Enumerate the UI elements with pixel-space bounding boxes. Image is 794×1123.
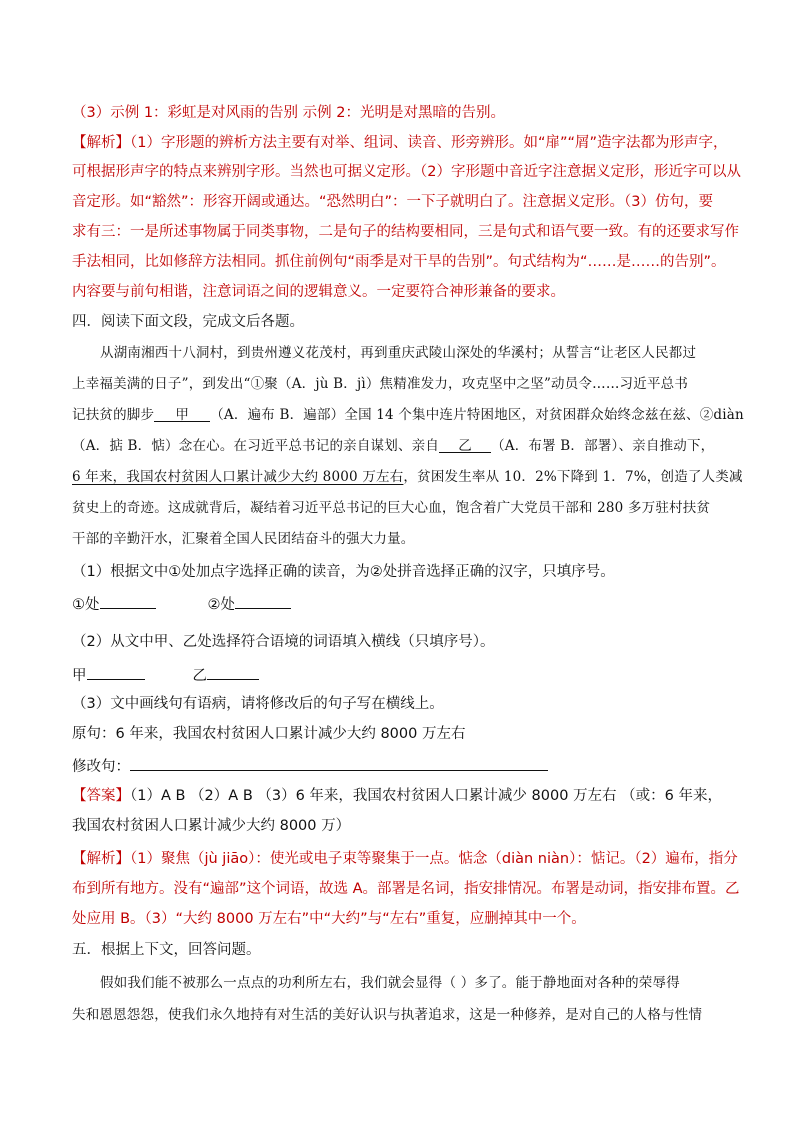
blank-1-label: ①处 (72, 597, 100, 613)
analysis2-line-2: 布到所有地方。没有“遍部”这个词语，故选 A。部署是名词，指安排情况。布署是动词，指安排布置。乙 (72, 881, 740, 897)
passage-line-5 (72, 468, 743, 487)
question-1: （1）根据文中①处加点字选择正确的读音，为②处拼音选择正确的汉字，只填序号。 (72, 564, 615, 580)
underlined-sentence: 6 年来，我国农村贫困人口累计减少大约 8000 万左右 (72, 469, 404, 485)
analysis2-text: （1）聚焦（jù jiāo）：使光或电子束等聚集于一点。惦念（diàn niàn）：惦记。（2）遍布，指分 (130, 851, 738, 867)
blank-2-line (235, 593, 291, 609)
passage-line-4 (72, 437, 727, 456)
blank-yi-answer-line (207, 664, 259, 680)
blank-yi (439, 437, 491, 453)
analysis1-line-6: 内容要与前句相谐，注意词语之间的逻辑意义。一定要符合神形兼备的要求。 (72, 284, 565, 300)
analysis1-text: （1）字形题的辨析方法主要有对举、组词、读音、形旁辨形。如“扉”“屑”造字法都为形声字， (130, 135, 728, 151)
analysis2-line-1 (72, 850, 738, 869)
blank-1-line (100, 593, 156, 609)
question-3: （3）文中画线句有语病，请将修改后的句子写在横线上。 (72, 696, 444, 712)
section4-heading: 四．阅读下面文段，完成文后各题。 (72, 314, 304, 330)
analysis1-line-4: 求有三：一是所述事物属于同类事物，二是句子的结构要相同，三是句式和语气要一致。有的还要求写作 (72, 224, 739, 240)
section5-heading: 五．根据上下文，回答问题。 (72, 942, 261, 958)
analysis1-line-3: 音定形。如“豁然”：形容开阔或通达。“恐然明白”：一下子就明白了。注意据义定形。（3）仿句，要 (72, 194, 714, 210)
passage-line-1: 从湖南湘西十八洞村，到贵州遵义花茂村，再到重庆武陵山深处的华溪村；从誓言“让老区人民都过 (100, 345, 697, 361)
answer-tag: 【答案】 (72, 788, 130, 804)
passage-text: （A．遍布 B．遍部）全国 14 个集中连片特困地区，对贫困群众始终念兹在兹、②diàn (210, 407, 744, 423)
passage-text: 记扶贫的脚步 (72, 407, 155, 423)
revised-line (130, 755, 548, 771)
question-2: （2）从文中甲、乙处选择符合语境的词语填入横线（只填序号）。 (72, 634, 495, 650)
analysis2-tag: 【解析】 (72, 851, 130, 867)
question-2-blanks (72, 664, 727, 686)
answer-line-1 (72, 787, 727, 806)
passage-text: （A．掂 B．惦）念在心。在习近平总书记的亲自谋划、亲自 (72, 438, 440, 454)
answer-line-2: 我国农村贫困人口累计减少大约 8000 万） (72, 818, 351, 834)
section5-passage-2: 失和恩恩怨怨，使我们永久地持有对生活的美好认识与执著追求，这是一种修养，是对自己的人格与性情 (72, 1007, 703, 1023)
section5-passage-1: 假如我们能不被那么一点点的功利所左右，我们就会显得（ ）多了。能于静地面对各种的荣辱得 (100, 975, 680, 991)
blank-yi-label: 乙 (458, 438, 472, 454)
blank-yi-answer-label: 乙 (192, 668, 207, 684)
passage-line-7: 干部的辛勤汗水，汇聚着全国人民团结奋斗的强大力量。 (72, 531, 415, 547)
answer-text: （1）A B （2）A B （3）6 年来，我国农村贫困人口累计减少 8000 万左右 （或：6 年来， (130, 788, 722, 804)
blank-jia (154, 406, 210, 422)
blank-jia-answer-label: 甲 (72, 668, 87, 684)
revised-label: 修改句： (72, 759, 130, 775)
analysis-tag: 【解析】 (72, 135, 130, 151)
passage-line-3 (72, 406, 744, 425)
passage-line-2: 上幸福美满的日子”，到发出“①聚（A．jù B．jì）焦精准发力，攻克坚中之坚”动员令……习近平总书 (72, 376, 689, 392)
question-1-blanks (72, 593, 727, 615)
passage-text: （A．布署 B．部署）、亲自推动下， (491, 438, 715, 454)
passage-line-6: 贫史上的奇迹。这成就背后，凝结着习近平总书记的巨大心血，饱含着广大党员干部和 280 多万驻村扶贫 (72, 500, 711, 516)
blank-jia-label: 甲 (175, 407, 190, 423)
revised-sentence (72, 755, 727, 777)
original-sentence: 原句：6 年来，我国农村贫困人口累计减少大约 8000 万左右 (72, 726, 466, 742)
analysis1-line-5: 手法相同，比如修辞方法相同。抓住前例句“雨季是对干旱的告别”。句式结构为“……是……的告别”。 (72, 254, 726, 270)
analysis1-line-2: 可根据形声字的特点来辨别字形。当然也可据义定形。（2）字形题中音近字注意据义定形，形近字可以从 (72, 164, 741, 180)
example-line: （3）示例 1：彩虹是对风雨的告别 示例 2：光明是对黑暗的告别。 (72, 105, 506, 121)
analysis2-line-3: 处应用 B。（3）“大约 8000 万左右”中“大约”与“左右”重复，应删掉其中一个。 (72, 911, 586, 927)
blank-jia-answer-line (87, 664, 145, 680)
passage-text: ，贫困发生率从 10．2%下降到 1．7%，创造了人类减 (403, 469, 743, 485)
analysis1-line-1 (72, 134, 727, 153)
blank-2-label: ②处 (207, 597, 235, 613)
